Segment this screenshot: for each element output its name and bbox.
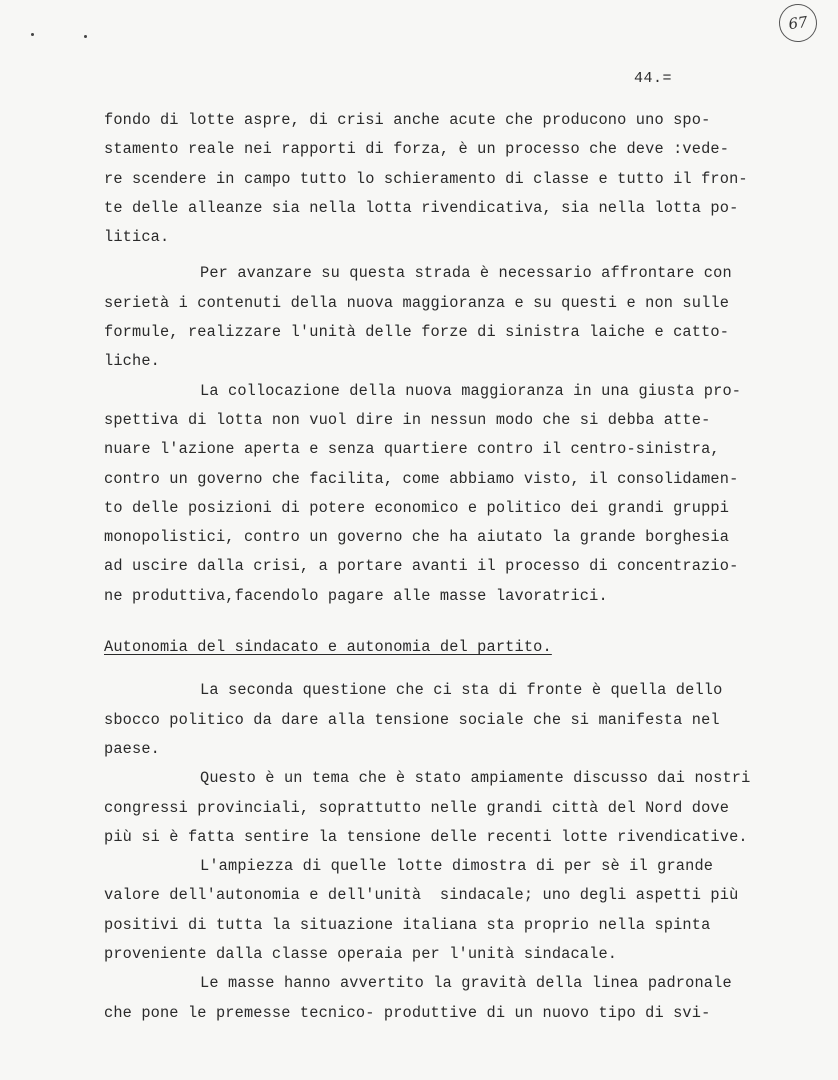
text-line: contro un governo che facilita, come abbiamo visto, il consolidamen- <box>104 469 739 488</box>
text-line: congressi provinciali, soprattutto nelle grandi città del Nord dove <box>104 798 730 817</box>
text-line: L'ampiezza di quelle lotte dimostra di per sè il grande <box>200 857 714 876</box>
text-line: La collocazione della nuova maggioranza in una giusta pro- <box>200 381 742 400</box>
paragraph <box>104 377 804 611</box>
stamp-number: 67 <box>787 12 809 34</box>
archive-page-stamp <box>777 2 820 45</box>
paragraph <box>104 969 804 1028</box>
text-line: nuare l'azione aperta e senza quartiere contro il centro-sinistra, <box>104 440 720 459</box>
text-line: Per avanzare su questa strada è necessario affrontare con <box>200 264 732 283</box>
text-line: ne produttiva,facendolo pagare alle masse lavoratrici. <box>104 586 608 605</box>
text-line: liche. <box>104 352 160 371</box>
section-heading <box>104 633 804 662</box>
text-line: che pone le premesse tecnico- produttive di un nuovo tipo di svi- <box>104 1003 711 1022</box>
text-line: re scendere in campo tutto lo schieramento di classe e tutto il fron- <box>104 169 748 188</box>
paragraph <box>104 676 804 764</box>
paragraph <box>104 764 804 852</box>
text-line: valore dell'autonomia e dell'unità sindacale; uno degli aspetti più <box>104 886 739 905</box>
text-line: Questo è un tema che è stato ampiamente discusso dai nostri <box>200 769 751 788</box>
section-heading-text: Autonomia del sindacato e autonomia del partito. <box>104 638 552 657</box>
text-line: più si è fatta sentire la tensione delle recenti lotte rivendicative. <box>104 827 748 846</box>
text-line: te delle alleanze sia nella lotta rivendicativa, sia nella lotta po- <box>104 198 739 217</box>
paragraph <box>104 852 804 969</box>
text-line: proveniente dalla classe operaia per l'unità sindacale. <box>104 945 618 964</box>
text-line: paese. <box>104 739 160 758</box>
paragraph <box>104 259 804 376</box>
text-line: positivi di tutta la situazione italiana sta proprio nella spinta <box>104 915 711 934</box>
text-line: La seconda questione che ci sta di fronte è quella dello <box>200 681 723 700</box>
text-line: Le masse hanno avvertito la gravità della linea padronale <box>200 974 732 993</box>
paragraph-continuation <box>104 106 804 252</box>
page-number: 44.= <box>634 70 673 87</box>
text-line: stamento reale nei rapporti di forza, è un processo che deve :vede- <box>104 140 730 159</box>
text-line: to delle posizioni di potere economico e politico dei grandi gruppi <box>104 498 730 517</box>
text-line: sbocco politico da dare alla tensione sociale che si manifesta nel <box>104 710 720 729</box>
text-line: ad uscire dalla crisi, a portare avanti il processo di concentrazio- <box>104 557 739 576</box>
text-line: litica. <box>104 228 170 247</box>
text-line: serietà i contenuti della nuova maggioranza e su questi e non sulle <box>104 293 730 312</box>
ink-speck <box>31 33 34 36</box>
text-line: spettiva di lotta non vuol dire in nessun modo che si debba atte- <box>104 410 711 429</box>
text-line: formule, realizzare l'unità delle forze di sinistra laiche e catto- <box>104 323 730 342</box>
document-body <box>104 106 804 1028</box>
text-line: fondo di lotte aspre, di crisi anche acute che producono uno spo- <box>104 111 711 129</box>
text-line: monopolistici, contro un governo che ha aiutato la grande borghesia <box>104 528 730 547</box>
ink-speck <box>84 35 87 38</box>
